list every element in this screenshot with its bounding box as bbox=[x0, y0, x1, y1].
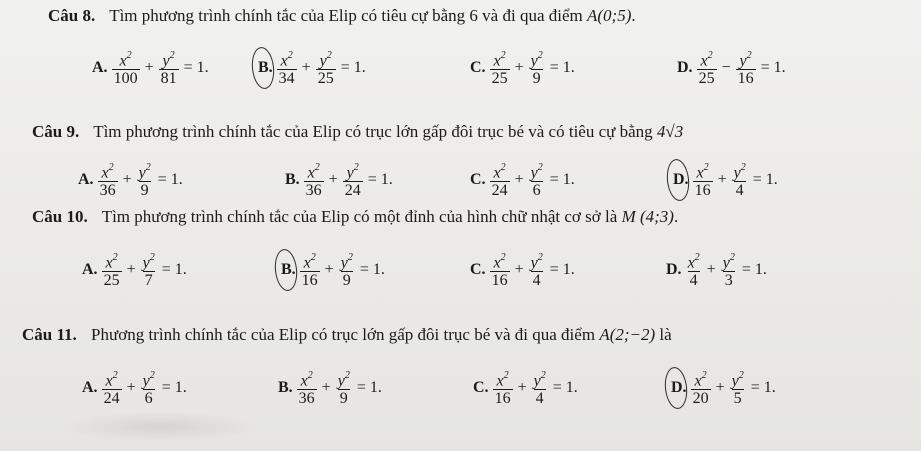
fraction-denominator: 7 bbox=[144, 272, 153, 290]
equals-one: = 1. bbox=[549, 170, 575, 188]
fraction-denominator: 16 bbox=[301, 272, 318, 290]
equals-one: = 1. bbox=[549, 58, 575, 76]
variable: x bbox=[700, 52, 708, 70]
exponent: 2 bbox=[149, 370, 155, 381]
y-fraction bbox=[732, 160, 748, 199]
variable: x bbox=[105, 372, 113, 390]
variable: x bbox=[307, 164, 315, 182]
fraction-numerator bbox=[104, 368, 120, 389]
option-letter: C. bbox=[470, 170, 486, 188]
fraction-numerator bbox=[693, 368, 709, 389]
q11-option-d[interactable] bbox=[671, 368, 779, 407]
equals-one: = 1. bbox=[552, 378, 578, 396]
operator-sign: + bbox=[328, 170, 338, 188]
variable: x bbox=[105, 254, 113, 272]
exponent: 2 bbox=[738, 370, 744, 381]
question-text: Phương trình chính tắc của Elip có trục lớn gấp đôi trục bé và đi qua điểm bbox=[91, 325, 596, 344]
option-letter: A. bbox=[82, 260, 98, 278]
exponent: 2 bbox=[703, 162, 709, 173]
q10-option-a[interactable] bbox=[82, 250, 190, 289]
fraction-denominator: 9 bbox=[140, 182, 149, 200]
operator-sign: + bbox=[715, 378, 725, 396]
y-fraction bbox=[529, 250, 545, 289]
y-fraction bbox=[721, 250, 737, 289]
fraction-numerator bbox=[336, 368, 352, 389]
exponent: 2 bbox=[326, 50, 332, 61]
equals-one: = 1. bbox=[161, 378, 187, 396]
exponent: 2 bbox=[169, 50, 175, 61]
question-number: Câu 10. bbox=[32, 207, 88, 226]
variable: y bbox=[733, 164, 741, 182]
variable: y bbox=[138, 164, 146, 182]
exponent: 2 bbox=[307, 370, 313, 381]
fraction-denominator: 5 bbox=[733, 390, 742, 408]
y-fraction bbox=[316, 48, 336, 87]
exponent: 2 bbox=[145, 162, 151, 173]
variable: x bbox=[493, 164, 501, 182]
question-point: A(0;5) bbox=[586, 6, 632, 25]
operator-sign: + bbox=[717, 170, 727, 188]
exponent: 2 bbox=[287, 50, 293, 61]
fraction-numerator bbox=[118, 48, 134, 69]
variable: x bbox=[101, 164, 109, 182]
variable: y bbox=[530, 52, 538, 70]
option-letter: D. bbox=[666, 260, 682, 278]
fraction-numerator bbox=[137, 160, 153, 181]
fraction-denominator: 4 bbox=[535, 390, 544, 408]
equals-one: = 1. bbox=[549, 260, 575, 278]
x-fraction bbox=[112, 48, 140, 87]
fraction-numerator bbox=[345, 160, 361, 181]
exponent: 2 bbox=[500, 252, 506, 263]
fraction-numerator bbox=[492, 160, 508, 181]
question-10-header bbox=[32, 207, 678, 227]
x-fraction bbox=[102, 250, 122, 289]
variable: y bbox=[722, 254, 730, 272]
equals-one: = 1. bbox=[161, 260, 187, 278]
option-letter: D. bbox=[671, 378, 687, 396]
fraction-numerator bbox=[721, 250, 737, 271]
variable: x bbox=[687, 254, 695, 272]
q11-option-a[interactable] bbox=[82, 368, 190, 407]
variable: y bbox=[530, 254, 538, 272]
variable: y bbox=[530, 164, 538, 182]
fraction-numerator bbox=[318, 48, 334, 69]
equals-one: = 1. bbox=[359, 260, 385, 278]
operator-sign: + bbox=[144, 58, 154, 76]
fraction-numerator bbox=[339, 250, 355, 271]
question-11-header bbox=[22, 325, 672, 345]
fraction-denominator: 16 bbox=[737, 70, 754, 88]
fraction-numerator bbox=[299, 368, 315, 389]
fraction-denominator: 6 bbox=[532, 182, 541, 200]
question-number: Câu 8. bbox=[48, 6, 96, 25]
question-point: 4√3 bbox=[656, 122, 684, 141]
question-8-header bbox=[48, 6, 636, 26]
fraction-denominator: 36 bbox=[305, 182, 322, 200]
operator-sign: + bbox=[126, 378, 136, 396]
q8-option-d[interactable] bbox=[677, 48, 789, 87]
x-fraction bbox=[304, 160, 324, 199]
equals-one: = 1. bbox=[356, 378, 382, 396]
fraction-denominator: 34 bbox=[278, 70, 295, 88]
fraction-denominator: 24 bbox=[491, 182, 508, 200]
exponent: 2 bbox=[537, 252, 543, 263]
option-letter: B. bbox=[258, 58, 273, 76]
x-fraction bbox=[493, 368, 513, 407]
question-9-header bbox=[32, 122, 683, 142]
fraction-denominator: 25 bbox=[103, 272, 120, 290]
fraction-numerator bbox=[100, 160, 116, 181]
variable: y bbox=[731, 372, 739, 390]
option-letter: B. bbox=[285, 170, 300, 188]
variable: x bbox=[119, 52, 127, 70]
exponent: 2 bbox=[347, 252, 353, 263]
equals-one: = 1. bbox=[752, 170, 778, 188]
y-fraction bbox=[159, 48, 179, 87]
fraction-denominator: 20 bbox=[692, 390, 709, 408]
question-number: Câu 11. bbox=[22, 325, 77, 344]
exponent: 2 bbox=[310, 252, 316, 263]
variable: x bbox=[280, 52, 288, 70]
fraction-denominator: 100 bbox=[113, 70, 138, 88]
fraction-denominator: 16 bbox=[494, 390, 511, 408]
fraction-numerator bbox=[529, 48, 545, 69]
fraction-numerator bbox=[738, 48, 754, 69]
exponent: 2 bbox=[537, 162, 543, 173]
variable: y bbox=[162, 52, 170, 70]
x-fraction bbox=[300, 250, 320, 289]
operator-sign: + bbox=[321, 378, 331, 396]
option-letter: C. bbox=[473, 378, 489, 396]
operator-sign: + bbox=[122, 170, 132, 188]
fraction-numerator bbox=[699, 48, 715, 69]
option-letter: A. bbox=[92, 58, 108, 76]
question-text: Tìm phương trình chính tắc của Elip có tiêu cự bằng 6 và đi qua điểm bbox=[109, 6, 583, 25]
exponent: 2 bbox=[344, 370, 350, 381]
fraction-numerator bbox=[732, 160, 748, 181]
equals-one: = 1. bbox=[340, 58, 366, 76]
exponent: 2 bbox=[694, 252, 700, 263]
y-fraction bbox=[343, 160, 363, 199]
variable: x bbox=[493, 52, 501, 70]
x-fraction bbox=[693, 160, 713, 199]
exponent: 2 bbox=[746, 50, 752, 61]
operator-sign: + bbox=[301, 58, 311, 76]
equals-one: = 1. bbox=[750, 378, 776, 396]
question-text: Tìm phương trình chính tắc của Elip có trục lớn gấp đôi trục bé và có tiêu cự bằng bbox=[93, 122, 653, 141]
equals-one: = 1. bbox=[157, 170, 183, 188]
x-fraction bbox=[277, 48, 297, 87]
question-point: M (4;3) bbox=[621, 207, 674, 226]
variable: y bbox=[340, 254, 348, 272]
equals-one: = 1. bbox=[183, 58, 209, 76]
fraction-numerator bbox=[529, 250, 545, 271]
exponent: 2 bbox=[149, 252, 155, 263]
option-letter: B. bbox=[281, 260, 296, 278]
option-letter: B. bbox=[278, 378, 293, 396]
fraction-numerator bbox=[302, 250, 318, 271]
variable: x bbox=[300, 372, 308, 390]
y-fraction bbox=[141, 368, 157, 407]
exponent: 2 bbox=[314, 162, 320, 173]
y-fraction bbox=[137, 160, 153, 199]
fraction-numerator bbox=[686, 250, 702, 271]
fraction-numerator bbox=[141, 368, 157, 389]
equals-one: = 1. bbox=[760, 58, 786, 76]
variable: y bbox=[142, 372, 150, 390]
q9-option-d[interactable] bbox=[673, 160, 781, 199]
option-letter: D. bbox=[673, 170, 689, 188]
q8-option-a[interactable] bbox=[92, 48, 212, 87]
fraction-denominator: 36 bbox=[99, 182, 116, 200]
q9-option-a[interactable] bbox=[78, 160, 186, 199]
option-letter: D. bbox=[677, 58, 693, 76]
fraction-denominator: 4 bbox=[735, 182, 744, 200]
fraction-numerator bbox=[279, 48, 295, 69]
q11-option-c[interactable] bbox=[473, 368, 581, 407]
x-fraction bbox=[691, 368, 711, 407]
fraction-numerator bbox=[532, 368, 548, 389]
y-fraction bbox=[339, 250, 355, 289]
variable: x bbox=[696, 164, 704, 182]
fraction-numerator bbox=[104, 250, 120, 271]
q10-option-d[interactable] bbox=[666, 250, 770, 289]
option-letter: C. bbox=[470, 58, 486, 76]
x-fraction bbox=[490, 250, 510, 289]
variable: x bbox=[493, 254, 501, 272]
variable: x bbox=[303, 254, 311, 272]
q9-option-c[interactable] bbox=[470, 160, 578, 199]
variable: y bbox=[346, 164, 354, 182]
x-fraction bbox=[686, 250, 702, 289]
operator-sign: + bbox=[517, 378, 527, 396]
operator-sign: + bbox=[324, 260, 334, 278]
option-letter: A. bbox=[82, 378, 98, 396]
variable: x bbox=[694, 372, 702, 390]
paper-smudge bbox=[60, 412, 260, 442]
x-fraction bbox=[102, 368, 122, 407]
fraction-numerator bbox=[161, 48, 177, 69]
fraction-denominator: 25 bbox=[317, 70, 334, 88]
fraction-denominator: 81 bbox=[160, 70, 177, 88]
exponent: 2 bbox=[500, 162, 506, 173]
y-fraction bbox=[529, 48, 545, 87]
question-point: A(2;−2) bbox=[599, 325, 656, 344]
variable: y bbox=[533, 372, 541, 390]
fraction-denominator: 16 bbox=[491, 272, 508, 290]
exponent: 2 bbox=[707, 50, 713, 61]
fraction-denominator: 25 bbox=[698, 70, 715, 88]
exponent: 2 bbox=[112, 370, 118, 381]
exponent: 2 bbox=[108, 162, 114, 173]
question-suffix: . bbox=[631, 6, 636, 25]
exponent: 2 bbox=[126, 50, 132, 61]
fraction-numerator bbox=[695, 160, 711, 181]
variable: y bbox=[739, 52, 747, 70]
question-number: Câu 9. bbox=[32, 122, 80, 141]
exponent: 2 bbox=[540, 370, 546, 381]
exponent: 2 bbox=[537, 50, 543, 61]
q10-option-c[interactable] bbox=[470, 250, 578, 289]
question-suffix: . bbox=[673, 207, 679, 226]
equals-one: = 1. bbox=[367, 170, 393, 188]
variable: y bbox=[337, 372, 345, 390]
option-letter: C. bbox=[470, 260, 486, 278]
y-fraction bbox=[730, 368, 746, 407]
fraction-denominator: 4 bbox=[532, 272, 541, 290]
exponent: 2 bbox=[740, 162, 746, 173]
y-fraction bbox=[532, 368, 548, 407]
fraction-denominator: 16 bbox=[694, 182, 711, 200]
fraction-denominator: 36 bbox=[298, 390, 315, 408]
variable: y bbox=[319, 52, 327, 70]
exponent: 2 bbox=[112, 252, 118, 263]
variable: y bbox=[142, 254, 150, 272]
q11-option-b[interactable] bbox=[278, 368, 385, 407]
y-fraction bbox=[336, 368, 352, 407]
fraction-denominator: 24 bbox=[344, 182, 361, 200]
option-letter: A. bbox=[78, 170, 94, 188]
operator-sign: + bbox=[126, 260, 136, 278]
exponent: 2 bbox=[701, 370, 707, 381]
fraction-denominator: 6 bbox=[144, 390, 153, 408]
fraction-numerator bbox=[306, 160, 322, 181]
x-fraction bbox=[697, 48, 717, 87]
fraction-denominator: 9 bbox=[532, 70, 541, 88]
fraction-numerator bbox=[492, 48, 508, 69]
variable: x bbox=[496, 372, 504, 390]
x-fraction bbox=[490, 48, 510, 87]
fraction-numerator bbox=[141, 250, 157, 271]
fraction-denominator: 25 bbox=[491, 70, 508, 88]
exponent: 2 bbox=[503, 370, 509, 381]
fraction-denominator: 4 bbox=[689, 272, 698, 290]
fraction-numerator bbox=[529, 160, 545, 181]
exponent: 2 bbox=[500, 50, 506, 61]
fraction-denominator: 24 bbox=[103, 390, 120, 408]
fraction-numerator bbox=[730, 368, 746, 389]
x-fraction bbox=[297, 368, 317, 407]
y-fraction bbox=[736, 48, 756, 87]
question-suffix: là bbox=[655, 325, 672, 344]
operator-sign: + bbox=[514, 58, 524, 76]
operator-sign: + bbox=[706, 260, 716, 278]
q10-option-b[interactable] bbox=[281, 250, 388, 289]
x-fraction bbox=[490, 160, 510, 199]
exponent: 2 bbox=[353, 162, 359, 173]
x-fraction bbox=[98, 160, 118, 199]
fraction-numerator bbox=[492, 250, 508, 271]
exponent: 2 bbox=[729, 252, 735, 263]
fraction-numerator bbox=[495, 368, 511, 389]
operator-sign: − bbox=[721, 58, 731, 76]
operator-sign: + bbox=[514, 260, 524, 278]
y-fraction bbox=[529, 160, 545, 199]
q9-option-b[interactable] bbox=[285, 160, 396, 199]
y-fraction bbox=[141, 250, 157, 289]
q8-option-c[interactable] bbox=[470, 48, 578, 87]
operator-sign: + bbox=[514, 170, 524, 188]
equals-one: = 1. bbox=[741, 260, 767, 278]
fraction-denominator: 3 bbox=[724, 272, 733, 290]
fraction-denominator: 9 bbox=[342, 272, 351, 290]
question-text: Tìm phương trình chính tắc của Elip có một đỉnh của hình chữ nhật cơ sở là bbox=[101, 207, 618, 226]
fraction-denominator: 9 bbox=[339, 390, 348, 408]
q8-option-b[interactable] bbox=[258, 48, 369, 87]
